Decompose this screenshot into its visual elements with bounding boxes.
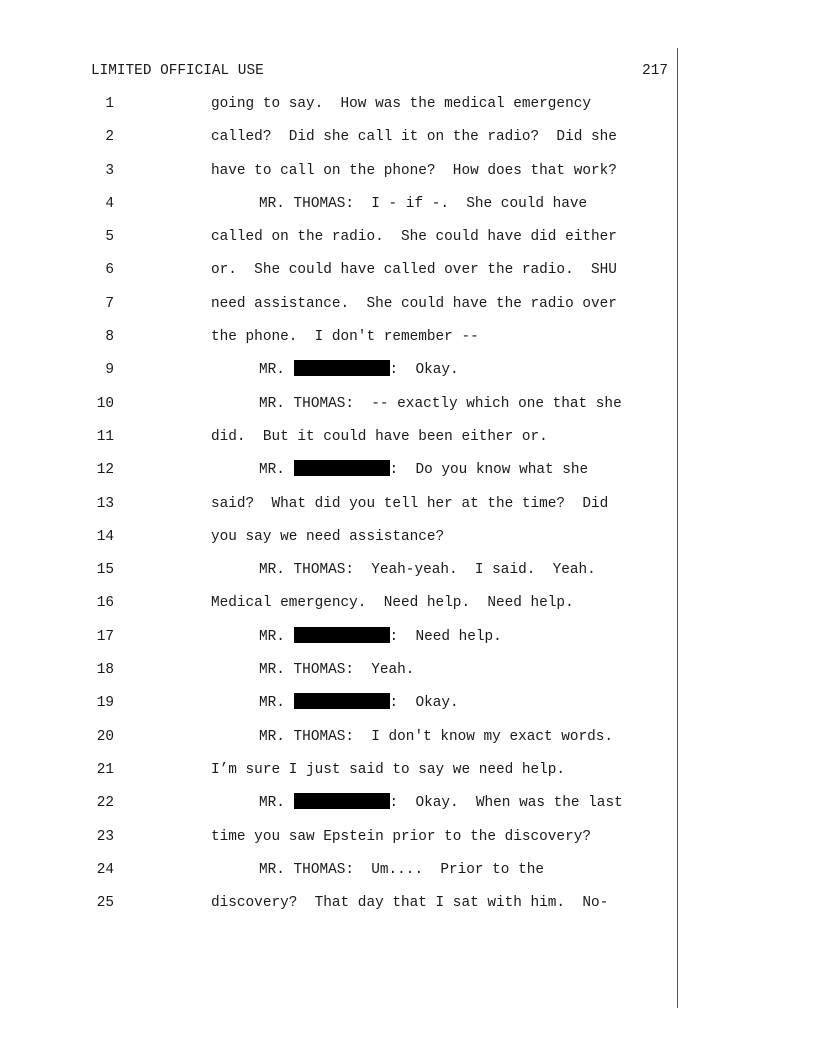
line-number: 16 bbox=[96, 595, 114, 612]
line-number: 7 bbox=[105, 295, 114, 312]
transcript-line bbox=[0, 226, 816, 259]
line-text: you say we need assistance? bbox=[211, 528, 445, 545]
line-text: the phone. I don't remember -- bbox=[211, 329, 479, 346]
line-text: called? Did she call it on the radio? Did she bbox=[211, 129, 617, 146]
line-text: said? What did you tell her at the time? Did bbox=[211, 495, 609, 512]
line-text: I’m sure I just said to say we need help. bbox=[211, 761, 566, 778]
transcript-lines bbox=[0, 93, 816, 925]
line-text: MR. : Okay. When was the last bbox=[259, 795, 623, 812]
line-number: 13 bbox=[96, 495, 114, 512]
transcript-line bbox=[0, 659, 816, 692]
redaction-box bbox=[294, 793, 390, 809]
line-number: 17 bbox=[96, 628, 114, 645]
line-number: 23 bbox=[96, 828, 114, 845]
transcript-line bbox=[0, 692, 816, 725]
line-text: MR. : Need help. bbox=[259, 628, 502, 645]
transcript-line bbox=[0, 792, 816, 825]
line-number: 22 bbox=[96, 795, 114, 812]
line-text: MR. THOMAS: Yeah. bbox=[259, 662, 415, 679]
line-number: 24 bbox=[96, 861, 114, 878]
transcript-line bbox=[0, 826, 816, 859]
transcript-line bbox=[0, 259, 816, 292]
line-number: 11 bbox=[96, 428, 114, 445]
line-text: time you saw Epstein prior to the discovery? bbox=[211, 828, 591, 845]
line-text: or. She could have called over the radio. SHU bbox=[211, 262, 617, 279]
line-number: 1 bbox=[105, 96, 114, 112]
line-text: going to say. How was the medical emergency bbox=[211, 96, 591, 112]
line-number: 5 bbox=[105, 229, 114, 246]
line-text: MR. : Okay. bbox=[259, 362, 459, 379]
line-number: 6 bbox=[105, 262, 114, 279]
transcript-line bbox=[0, 426, 816, 459]
line-text: MR. : Okay. bbox=[259, 695, 459, 712]
line-number: 3 bbox=[105, 162, 114, 179]
transcript-line bbox=[0, 592, 816, 625]
line-text: MR. THOMAS: I - if -. She could have bbox=[259, 195, 588, 212]
line-text: MR. : Do you know what she bbox=[259, 462, 589, 479]
transcript-line bbox=[0, 459, 816, 492]
transcript-line bbox=[0, 493, 816, 526]
transcript-line bbox=[0, 526, 816, 559]
transcript-line bbox=[0, 293, 816, 326]
transcript-line bbox=[0, 126, 816, 159]
redaction-box bbox=[294, 693, 390, 709]
line-number: 12 bbox=[96, 462, 114, 479]
line-text: Medical emergency. Need help. Need help. bbox=[211, 595, 574, 612]
line-number: 9 bbox=[105, 362, 114, 379]
line-number: 14 bbox=[96, 528, 114, 545]
transcript-line bbox=[0, 559, 816, 592]
line-number: 19 bbox=[96, 695, 114, 712]
line-text: MR. THOMAS: Um.... Prior to the bbox=[259, 861, 544, 878]
line-text: MR. THOMAS: I don't know my exact words. bbox=[259, 728, 614, 745]
line-text: MR. THOMAS: -- exactly which one that she bbox=[259, 395, 622, 412]
transcript-line bbox=[0, 160, 816, 193]
line-number: 8 bbox=[105, 329, 114, 346]
line-number: 18 bbox=[96, 662, 114, 679]
line-number: 4 bbox=[105, 195, 114, 212]
transcript-line bbox=[0, 193, 816, 226]
line-number: 21 bbox=[96, 761, 114, 778]
transcript-line bbox=[0, 892, 816, 925]
line-text: have to call on the phone? How does that work? bbox=[211, 162, 617, 179]
redaction-box bbox=[294, 360, 390, 376]
transcript-line bbox=[0, 393, 816, 426]
line-number: 15 bbox=[96, 562, 114, 579]
redaction-box bbox=[294, 460, 390, 476]
line-text: called on the radio. She could have did either bbox=[211, 229, 617, 246]
redaction-box bbox=[294, 627, 390, 643]
line-text: did. But it could have been either or. bbox=[211, 428, 548, 445]
transcript-line bbox=[0, 359, 816, 392]
line-number: 10 bbox=[96, 395, 114, 412]
line-number: 25 bbox=[96, 895, 114, 912]
line-number: 20 bbox=[96, 728, 114, 745]
transcript-line bbox=[0, 759, 816, 792]
transcript-line bbox=[0, 93, 816, 126]
line-number: 2 bbox=[105, 129, 114, 146]
page-number: 217 bbox=[642, 63, 668, 79]
header-classification: LIMITED OFFICIAL USE bbox=[91, 63, 264, 79]
transcript-line bbox=[0, 726, 816, 759]
transcript-line bbox=[0, 326, 816, 359]
line-text: discovery? That day that I sat with him. No- bbox=[211, 895, 609, 912]
transcript-line bbox=[0, 859, 816, 892]
transcript-line bbox=[0, 626, 816, 659]
line-text: need assistance. She could have the radio over bbox=[211, 295, 617, 312]
line-text: MR. THOMAS: Yeah-yeah. I said. Yeah. bbox=[259, 562, 596, 579]
